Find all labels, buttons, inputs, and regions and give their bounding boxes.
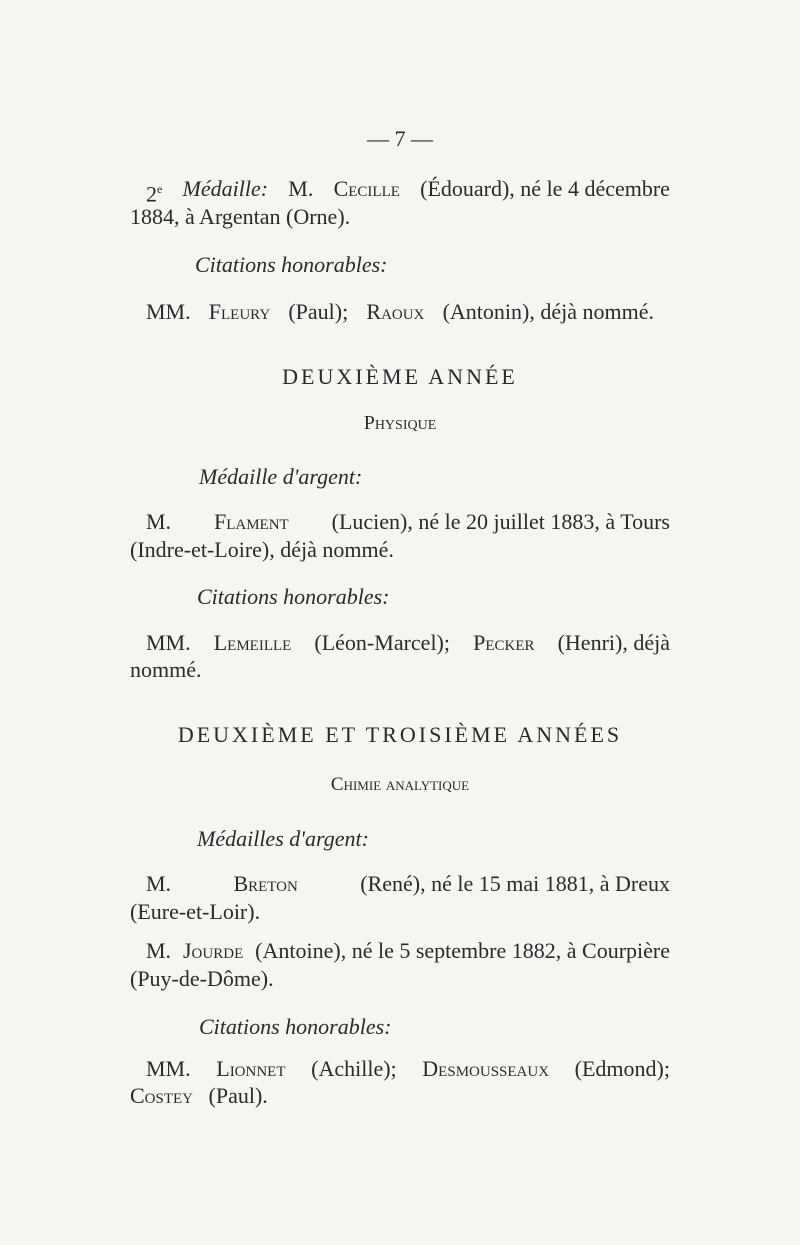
details: (Henri), déjà	[557, 630, 670, 655]
paragraph-breton-line2: (Eure-et-Loir).	[130, 899, 261, 924]
medal-label-argent: Médaille d'argent:	[199, 464, 363, 489]
paragraph-citations-3-line2	[130, 1083, 268, 1109]
surname: Fleury	[208, 299, 271, 324]
details: (Achille);	[311, 1056, 397, 1081]
paragraph-flament-line1	[146, 509, 670, 535]
paragraph-jourde-line1	[146, 938, 670, 964]
details: (Paul);	[288, 299, 349, 324]
details: (Paul).	[208, 1083, 268, 1108]
honorific: M.	[146, 871, 172, 896]
surname: Costey	[130, 1083, 194, 1108]
medals-label-argent: Médailles d'argent:	[197, 826, 369, 851]
paragraph-flament-line2: (Indre-et-Loire), déjà nommé.	[130, 537, 394, 562]
paragraph-jourde-line2: (Puy-de-Dôme).	[130, 966, 274, 991]
honorific: MM.	[146, 630, 191, 655]
honorific: M.	[146, 938, 172, 963]
citations-label-2: Citations honorables:	[197, 584, 390, 609]
paragraph-citations-2-line1	[146, 630, 670, 656]
medal-label: Médaille:	[182, 176, 269, 201]
honorific: MM.	[146, 299, 191, 324]
citations-label-3: Citations honorables:	[199, 1014, 392, 1039]
surname: Flament	[213, 509, 289, 534]
surname: Cecille	[333, 176, 400, 201]
section-subtitle-physique: Physique	[363, 412, 437, 434]
details: (Lucien), né le 20 juillet 1883, à Tours	[331, 509, 670, 534]
details: (Edmond);	[574, 1056, 670, 1081]
paragraph-breton-line1	[146, 871, 670, 897]
details: (Léon-Marcel);	[314, 630, 450, 655]
section-title-deuxieme-troisieme: DEUXIÈME ET TROISIÈME ANNÉES	[177, 722, 623, 747]
paragraph-cecille-line2: 1884, à Argentan (Orne).	[130, 204, 351, 229]
surname: Jourde	[183, 938, 244, 963]
paragraph-citations-3-line1	[146, 1056, 670, 1082]
paragraph-citations-2-line2: nommé.	[130, 657, 202, 682]
surname: Pecker	[473, 630, 535, 655]
section-subtitle-chimie: Chimie analytique	[330, 774, 470, 795]
citations-label-1: Citations honorables:	[195, 252, 388, 277]
ordinal-suffix: e	[157, 182, 163, 196]
surname: Lemeille	[213, 630, 292, 655]
paragraph-cecille-line1	[146, 176, 670, 207]
honorific: M.	[146, 509, 172, 534]
details: (Antonin), déjà nommé.	[442, 299, 654, 324]
details: (Édouard), né le 4 décembre	[420, 176, 670, 201]
surname: Lionnet	[216, 1056, 286, 1081]
honorific: MM.	[146, 1056, 191, 1081]
ordinal: 2	[146, 181, 157, 207]
page-number: — 7 —	[367, 126, 433, 151]
surname: Desmousseaux	[422, 1056, 550, 1081]
details: (René), né le 15 mai 1881, à Dreux	[360, 871, 670, 896]
section-title-deuxieme-annee: DEUXIÈME ANNÉE	[282, 364, 518, 389]
paragraph-citations-1	[146, 299, 654, 325]
details: (Antoine), né le 5 septembre 1882, à Courpière	[255, 938, 670, 963]
surname: Raoux	[366, 299, 425, 324]
surname: Breton	[233, 871, 298, 896]
honorific: M.	[288, 176, 314, 201]
